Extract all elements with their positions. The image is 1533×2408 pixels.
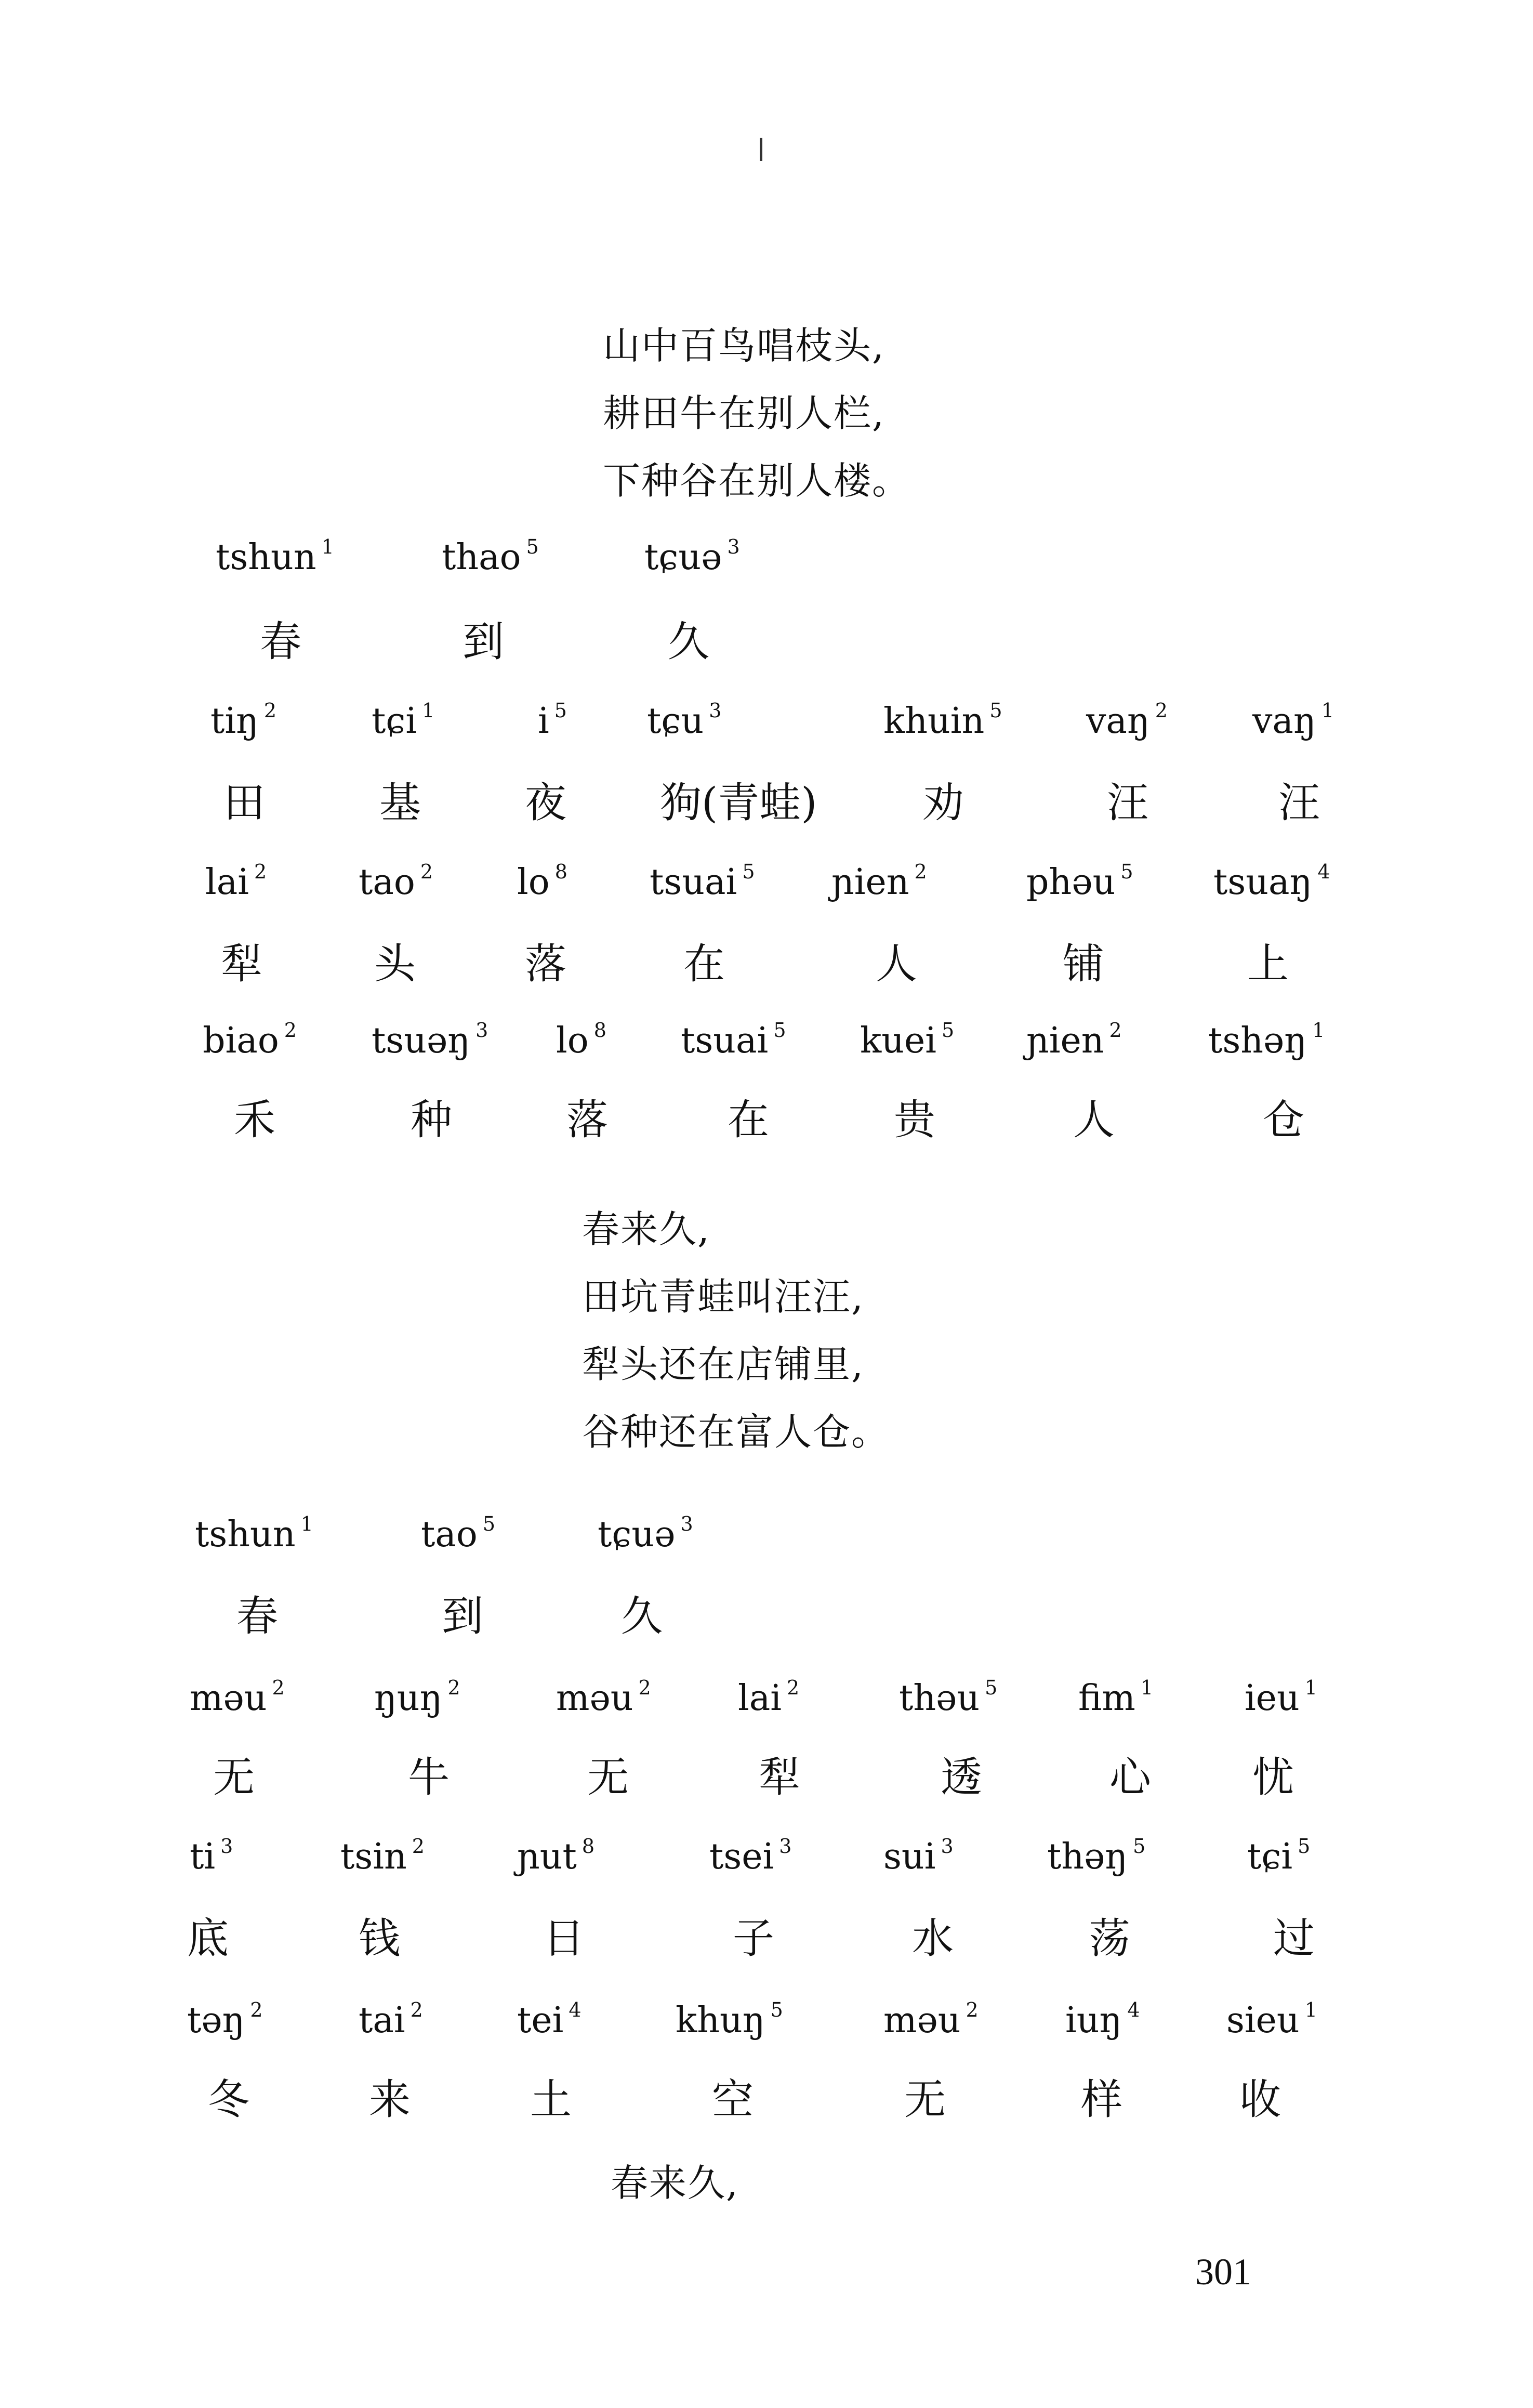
romanization-cell: thəu $^5$	[899, 1676, 998, 1719]
romanization-cell: tsuai $^5$	[681, 1019, 786, 1061]
hanzi-row	[0, 1905, 1533, 1962]
romanization-cell: sui $^3$	[883, 1835, 954, 1877]
romanization-cell: khuŋ $^5$	[676, 1998, 783, 2041]
romanization-cell: vaŋ $^1$	[1252, 699, 1334, 742]
hanzi-cell: 心	[1109, 1753, 1151, 1801]
hanzi-cell: 土	[530, 2075, 572, 2124]
verse-line: 谷种还在富人仓。	[582, 1410, 890, 1454]
romanization-cell: tai $^2$	[359, 1998, 423, 2041]
romanization-cell: lai $^2$	[738, 1676, 800, 1719]
romanization-cell: tsin $^2$	[340, 1835, 425, 1877]
hanzi-cell: 水	[912, 1914, 954, 1963]
verse-3	[611, 2149, 739, 2217]
hanzi-cell: 夜	[525, 779, 566, 827]
hanzi-cell: 铺	[1063, 940, 1104, 988]
hanzi-row	[0, 2066, 1533, 2123]
romanization-row	[0, 699, 1533, 756]
romanization-cell: i $^5$	[538, 699, 567, 742]
romanization-cell: tshun $^1$	[216, 535, 334, 578]
romanization-cell: tiŋ $^2$	[210, 699, 277, 742]
page-number: 301	[1195, 2251, 1251, 2293]
romanization-cell: kuei $^5$	[860, 1019, 955, 1061]
hanzi-cell: 日	[543, 1914, 585, 1963]
hanzi-cell: 人	[876, 940, 917, 988]
romanization-cell: tɕu $^3$	[647, 699, 722, 742]
hanzi-cell: 忧	[1252, 1753, 1294, 1801]
hanzi-cell: 在	[683, 940, 725, 988]
romanization-cell: tsuai $^5$	[650, 860, 755, 903]
romanization-cell: ɲien $^2$	[831, 860, 927, 903]
hanzi-row	[0, 1086, 1533, 1143]
hanzi-row	[0, 1583, 1533, 1640]
hanzi-cell: 落	[566, 1096, 608, 1144]
hanzi-cell: 田	[223, 779, 265, 827]
romanization-cell: sieu $^1$	[1226, 1998, 1317, 2041]
hanzi-cell: 来	[369, 2075, 411, 2124]
hanzi-cell: 到	[462, 617, 504, 666]
romanization-cell: tao $^2$	[359, 860, 433, 903]
hanzi-cell: 荡	[1089, 1914, 1130, 1963]
romanization-cell: khuin $^5$	[883, 699, 1002, 742]
romanization-row	[0, 860, 1533, 917]
romanization-cell: ɲut $^8$	[517, 1835, 595, 1877]
romanization-cell: lo $^8$	[556, 1019, 606, 1061]
hanzi-cell: 仓	[1263, 1096, 1304, 1144]
romanization-cell: tshəŋ $^1$	[1208, 1019, 1325, 1061]
hanzi-cell: 无	[904, 2075, 946, 2124]
hanzi-cell: 样	[1081, 2075, 1122, 2124]
romanization-cell: tao $^5$	[421, 1512, 495, 1555]
verse-line: 春来久,	[582, 1207, 710, 1251]
hanzi-cell: 贵	[894, 1096, 935, 1144]
romanization-cell: təŋ $^2$	[187, 1998, 263, 2041]
romanization-cell: phəu $^5$	[1026, 860, 1133, 903]
hanzi-cell: 久	[668, 617, 709, 666]
hanzi-cell: 透	[941, 1753, 982, 1801]
romanization-cell: vaŋ $^2$	[1086, 699, 1168, 742]
hanzi-cell: 犁	[759, 1753, 800, 1801]
verse-2	[582, 1195, 890, 1466]
hanzi-cell: 无	[213, 1753, 255, 1801]
romanization-cell: tɕi $^5$	[1247, 1835, 1311, 1877]
verse-line: 山中百鸟唱枝头,	[603, 324, 885, 367]
hanzi-cell: 上	[1247, 940, 1289, 988]
romanization-cell: tɕi $^1$	[372, 699, 435, 742]
hanzi-cell: 禾	[234, 1096, 275, 1144]
hanzi-cell: 底	[187, 1914, 229, 1963]
romanization-row	[0, 1676, 1533, 1733]
hanzi-cell: 收	[1239, 2075, 1281, 2124]
hanzi-cell: 劝	[922, 779, 964, 827]
romanization-cell: lo $^8$	[517, 860, 567, 903]
hanzi-cell: 落	[525, 940, 566, 988]
hanzi-cell: 汪	[1107, 779, 1148, 827]
romanization-cell: ŋuŋ $^2$	[374, 1676, 460, 1719]
romanization-cell: biao $^2$	[203, 1019, 297, 1061]
hanzi-cell: 无	[587, 1753, 629, 1801]
hanzi-cell: 冬	[208, 2075, 249, 2124]
hanzi-cell: 到	[442, 1592, 483, 1640]
hanzi-cell: 在	[728, 1096, 769, 1144]
romanization-cell: ieu $^1$	[1245, 1676, 1317, 1719]
hanzi-cell: 春	[236, 1592, 278, 1640]
hanzi-row	[0, 930, 1533, 988]
hanzi-cell: 种	[411, 1096, 452, 1144]
romanization-cell: thao $^5$	[442, 535, 539, 578]
romanization-cell: məu $^2$	[556, 1676, 651, 1719]
romanization-cell: ti $^3$	[190, 1835, 233, 1877]
hanzi-cell: 过	[1273, 1914, 1315, 1963]
stray-mark	[760, 138, 762, 161]
hanzi-cell: 狗(青蛙)	[660, 779, 817, 827]
romanization-row	[0, 1998, 1533, 2056]
hanzi-row	[0, 608, 1533, 665]
romanization-cell: tsuaŋ $^4$	[1213, 860, 1330, 903]
romanization-row	[0, 535, 1533, 593]
romanization-cell: məu $^2$	[883, 1998, 979, 2041]
romanization-row	[0, 1512, 1533, 1570]
verse-line: 耕田牛在别人栏,	[603, 391, 885, 435]
romanization-cell: tɕuə $^3$	[644, 535, 740, 578]
hanzi-cell: 子	[733, 1914, 774, 1963]
verse-line: 下种谷在别人楼。	[603, 459, 911, 503]
romanization-cell: məu $^2$	[190, 1676, 285, 1719]
hanzi-row	[0, 1744, 1533, 1801]
hanzi-cell: 春	[260, 617, 301, 666]
romanization-cell: tshun $^1$	[195, 1512, 313, 1555]
romanization-cell: tɕuə $^3$	[598, 1512, 693, 1555]
hanzi-cell: 基	[379, 779, 421, 827]
romanization-cell: thəŋ $^5$	[1047, 1835, 1146, 1877]
hanzi-cell: 汪	[1278, 779, 1320, 827]
verse-1	[603, 312, 910, 515]
romanization-row	[0, 1835, 1533, 1892]
romanization-cell: tsei $^3$	[709, 1835, 792, 1877]
hanzi-cell: 久	[621, 1592, 663, 1640]
hanzi-cell: 犁	[221, 940, 262, 988]
romanization-cell: ɲien $^2$	[1026, 1019, 1122, 1061]
hanzi-cell: 牛	[408, 1753, 450, 1801]
romanization-cell: tei $^4$	[517, 1998, 582, 2041]
hanzi-cell: 头	[374, 940, 416, 988]
romanization-cell: tsuəŋ $^3$	[372, 1019, 488, 1061]
verse-line: 犁头还在店铺里,	[582, 1343, 864, 1386]
hanzi-cell: 空	[712, 2075, 754, 2124]
hanzi-cell: 人	[1073, 1096, 1115, 1144]
romanization-cell: lai $^2$	[205, 860, 267, 903]
romanization-cell: iuŋ $^4$	[1065, 1998, 1140, 2041]
verse-line: 春来久,	[611, 2161, 739, 2205]
romanization-cell: fim $^1$	[1078, 1676, 1154, 1719]
hanzi-row	[0, 769, 1533, 826]
romanization-row	[0, 1019, 1533, 1076]
hanzi-cell: 钱	[359, 1914, 400, 1963]
verse-line: 田坑青蛙叫汪汪,	[582, 1275, 864, 1319]
